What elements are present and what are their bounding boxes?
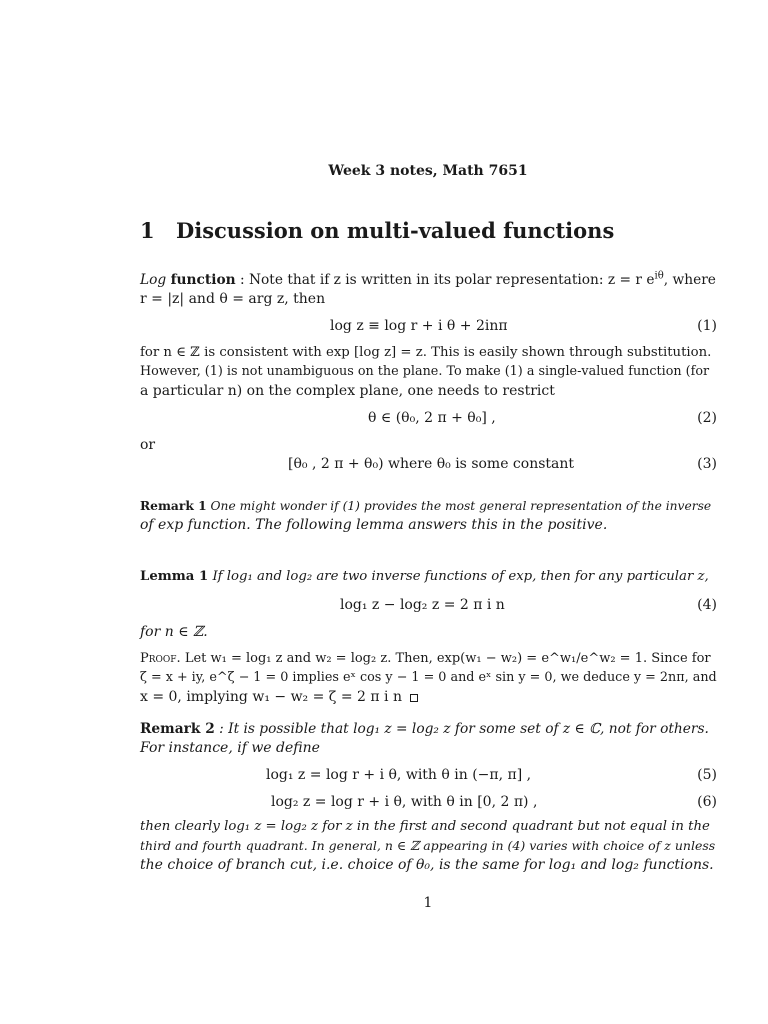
section-title: Discussion on multi-valued functions — [176, 218, 615, 243]
proof-line-3 — [140, 689, 418, 705]
log-paragraph-tail: , where — [663, 272, 716, 288]
remark-2-line-2: For instance, if we define — [140, 740, 320, 756]
remark-2-label: Remark 2 — [140, 721, 215, 737]
lemma-1-after: for n ∈ ℤ. — [140, 624, 208, 640]
after-eq1-line-3: a particular n) on the complex plane, one needs to restrict — [140, 383, 555, 399]
proof-line-2: ζ = x + iy, e^ζ − 1 = 0 implies eˣ cos y − 1 = 0 and eˣ sin y = 0, we deduce y = 2nπ, and — [140, 670, 717, 685]
section-number: 1 — [140, 218, 155, 243]
log-paragraph-line-1 — [140, 272, 716, 288]
equation-3-number: (3) — [697, 456, 717, 472]
remark-2-after-2: third and fourth quadrant. In general, n ∈ ℤ appearing in (4) varies with choice of z unless — [140, 838, 716, 853]
equation-5-number: (5) — [697, 767, 717, 783]
log-paragraph-text: : Note that if z is written in its polar representation: z = r e — [235, 272, 655, 288]
equation-1-number: (1) — [697, 318, 717, 334]
remark-2-text: : It is possible that log₁ z = log₂ z for some set of z ∈ ℂ, not for others. — [219, 721, 709, 737]
lemma-1-label: Lemma 1 — [140, 569, 209, 584]
function-term: function — [170, 272, 236, 288]
equation-2: θ ∈ (θ₀, 2 π + θ₀] , — [368, 410, 496, 426]
remark-2-after-1: then clearly log₁ z = log₂ z for z in the first and second quadrant but not equal in the — [140, 819, 710, 834]
log-term: Log — [140, 272, 167, 288]
section-heading — [140, 218, 614, 243]
equation-6-number: (6) — [697, 794, 717, 810]
equation-4: log₁ z − log₂ z = 2 π i n — [340, 597, 505, 613]
or-text: or — [140, 437, 156, 453]
equation-2-number: (2) — [697, 410, 717, 426]
equation-4-number: (4) — [697, 597, 717, 613]
proof-label: Proof. — [140, 651, 181, 666]
proof-text-3: x = 0, implying w₁ − w₂ = ζ = 2 π i n — [140, 689, 402, 705]
equation-1: log z ≡ log r + i θ + 2inπ — [330, 318, 508, 334]
equation-3: [θ₀ , 2 π + θ₀) where θ₀ is some constant — [288, 456, 575, 472]
equation-5: log₁ z = log r + i θ, with θ in (−π, π] , — [266, 767, 532, 783]
after-eq1-line-1: for n ∈ ℤ is consistent with exp [log z] = z. This is easily shown through substitution. — [140, 345, 712, 360]
remark-1-line-2: of exp function. The following lemma answers this in the positive. — [140, 517, 608, 533]
remark-2-line-1 — [140, 721, 709, 737]
equation-6: log₂ z = log r + i θ, with θ in [0, 2 π) , — [271, 794, 538, 810]
exponent: iθ — [654, 270, 664, 282]
qed-square-icon — [410, 694, 418, 702]
proof-text-1: Let w₁ = log₁ z and w₂ = log₂ z. Then, exp(w₁ − w₂) = e^w₁/e^w₂ = 1. Since for — [184, 651, 711, 666]
remark-1-text: One might wonder if (1) provides the most general representation of the inverse — [210, 499, 712, 513]
page-number: 1 — [423, 895, 433, 911]
proof-line-1 — [140, 651, 711, 666]
lemma-1-line-1 — [140, 569, 709, 584]
document-title: Week 3 notes, Math 7651 — [328, 163, 528, 179]
log-paragraph-line-2: r = |z| and θ = arg z, then — [140, 291, 326, 307]
lemma-1-text: If log₁ and log₂ are two inverse functions of exp, then for any particular z, — [212, 569, 709, 584]
after-eq1-line-2: However, (1) is not unambiguous on the plane. To make (1) a single-valued function (for — [140, 364, 710, 379]
remark-1-label: Remark 1 — [140, 498, 207, 513]
remark-1-line-1 — [140, 498, 711, 513]
remark-2-after-3: the choice of branch cut, i.e. choice of θ₀, is the same for log₁ and log₂ functions. — [140, 857, 714, 873]
